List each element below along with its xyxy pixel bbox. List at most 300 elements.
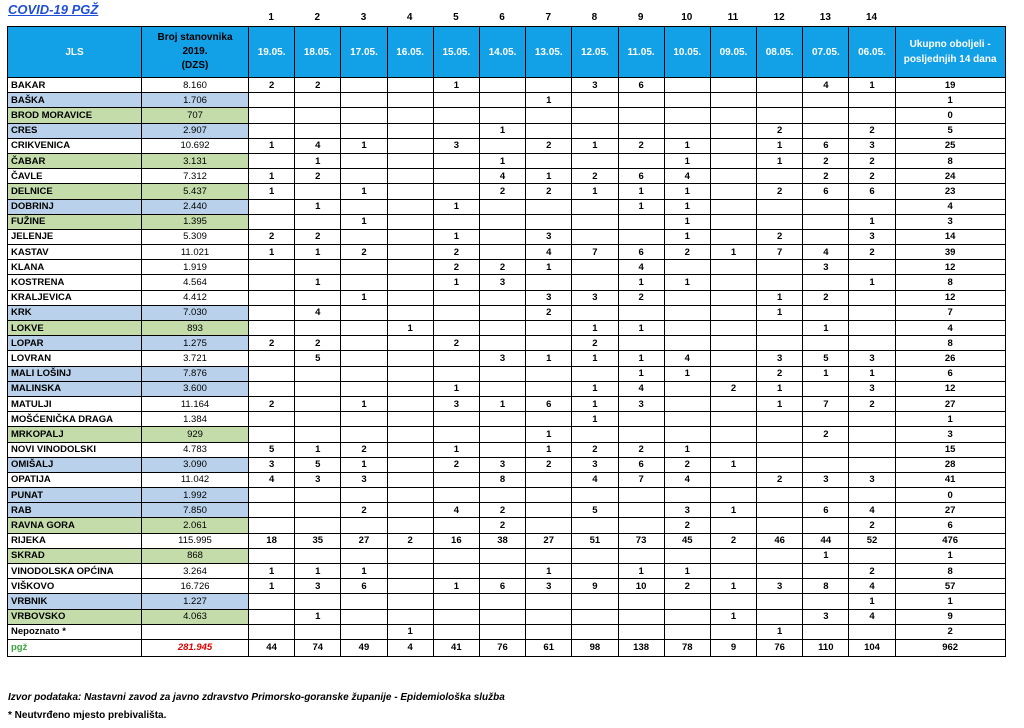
case-cell — [479, 624, 525, 639]
municipality-name: LOVRAN — [8, 351, 142, 366]
case-cell: 3 — [803, 609, 849, 624]
day-number: 14 — [865, 12, 878, 23]
case-cell — [295, 518, 341, 533]
case-cell: 1 — [664, 275, 710, 290]
population-cell: 1.395 — [142, 214, 249, 229]
case-cell — [664, 78, 710, 93]
total-cell: 5 — [895, 123, 1005, 138]
population-cell: 3.264 — [142, 564, 249, 579]
case-cell: 2 — [249, 229, 295, 244]
case-cell — [757, 169, 803, 184]
case-cell — [849, 199, 895, 214]
case-cell — [757, 503, 803, 518]
case-cell — [526, 594, 572, 609]
municipality-name: DOBRINJ — [8, 199, 142, 214]
population-cell: 2.061 — [142, 518, 249, 533]
case-cell — [710, 214, 756, 229]
case-cell: 1 — [664, 153, 710, 168]
header-date: 16.05. — [387, 27, 433, 78]
case-cell: 3 — [572, 78, 618, 93]
case-cell: 1 — [757, 290, 803, 305]
case-cell: 2 — [803, 427, 849, 442]
case-cell — [249, 594, 295, 609]
case-cell: 1 — [387, 321, 433, 336]
case-cell — [710, 153, 756, 168]
case-cell — [757, 457, 803, 472]
case-cell: 1 — [849, 78, 895, 93]
case-cell — [341, 412, 387, 427]
municipality-name: CRES — [8, 123, 142, 138]
case-cell — [295, 594, 341, 609]
case-cell — [526, 488, 572, 503]
case-cell — [249, 351, 295, 366]
case-cell — [710, 472, 756, 487]
case-cell — [849, 624, 895, 639]
municipality-name: CRIKVENICA — [8, 138, 142, 153]
case-cell: 3 — [479, 275, 525, 290]
population-cell: 868 — [142, 548, 249, 563]
total-cell: 41 — [895, 472, 1005, 487]
case-cell — [849, 260, 895, 275]
municipality-name: VINODOLSKA OPĆINA — [8, 564, 142, 579]
case-cell — [479, 78, 525, 93]
table-row — [8, 396, 1006, 411]
case-cell: 2 — [849, 396, 895, 411]
case-cell — [387, 381, 433, 396]
case-cell — [618, 518, 664, 533]
header-date: 11.05. — [618, 27, 664, 78]
case-cell — [479, 214, 525, 229]
case-cell — [572, 229, 618, 244]
case-cell: 1 — [433, 78, 479, 93]
case-cell: 6 — [618, 169, 664, 184]
case-cell — [341, 488, 387, 503]
case-cell: 1 — [572, 381, 618, 396]
case-cell — [710, 427, 756, 442]
case-cell: 2 — [757, 472, 803, 487]
case-cell — [664, 290, 710, 305]
header-date: 10.05. — [664, 27, 710, 78]
case-cell — [341, 260, 387, 275]
case-cell: 3 — [295, 472, 341, 487]
population-cell: 8.160 — [142, 78, 249, 93]
case-cell: 2 — [757, 366, 803, 381]
case-cell — [664, 412, 710, 427]
case-cell — [433, 123, 479, 138]
case-cell — [710, 78, 756, 93]
case-cell — [664, 609, 710, 624]
case-cell: 3 — [618, 396, 664, 411]
case-cell — [710, 229, 756, 244]
case-cell — [387, 488, 433, 503]
case-cell — [479, 305, 525, 320]
case-cell — [249, 381, 295, 396]
case-cell — [664, 427, 710, 442]
total-cell: 39 — [895, 245, 1005, 260]
total-cell: 26 — [895, 351, 1005, 366]
day-number: 4 — [406, 12, 413, 23]
case-cell — [249, 488, 295, 503]
case-cell — [849, 488, 895, 503]
case-cell: 1 — [433, 199, 479, 214]
case-cell — [526, 199, 572, 214]
sum-cell: 49 — [341, 639, 387, 656]
case-cell: 1 — [710, 609, 756, 624]
case-cell: 35 — [295, 533, 341, 548]
case-cell — [618, 503, 664, 518]
total-cell: 25 — [895, 138, 1005, 153]
source-note: Izvor podataka: Nastavni zavod za javno zdravstvo Primorsko-goranske županije - Epidemiološka služba — [8, 692, 505, 703]
case-cell: 1 — [341, 214, 387, 229]
case-cell — [433, 594, 479, 609]
table-row — [8, 594, 1006, 609]
case-cell — [664, 548, 710, 563]
case-cell: 4 — [479, 169, 525, 184]
case-cell: 1 — [249, 169, 295, 184]
case-cell: 1 — [249, 138, 295, 153]
case-cell: 1 — [803, 321, 849, 336]
case-cell — [572, 153, 618, 168]
case-cell — [295, 214, 341, 229]
case-cell — [341, 78, 387, 93]
case-cell — [757, 427, 803, 442]
case-cell — [803, 488, 849, 503]
municipality-name: RAVNA GORA — [8, 518, 142, 533]
case-cell — [295, 108, 341, 123]
day-number: 12 — [773, 12, 785, 23]
case-cell — [295, 396, 341, 411]
total-cell: 9 — [895, 609, 1005, 624]
case-cell — [618, 488, 664, 503]
case-cell — [341, 275, 387, 290]
case-cell — [710, 123, 756, 138]
total-cell: 57 — [895, 579, 1005, 594]
case-cell: 3 — [526, 229, 572, 244]
case-cell: 1 — [295, 442, 341, 457]
case-cell — [757, 336, 803, 351]
case-cell — [433, 108, 479, 123]
municipality-name: MALI LOŠINJ — [8, 366, 142, 381]
population-cell: 5.437 — [142, 184, 249, 199]
case-cell: 2 — [849, 564, 895, 579]
case-cell: 1 — [572, 138, 618, 153]
case-cell: 1 — [341, 564, 387, 579]
case-cell: 3 — [341, 472, 387, 487]
case-cell: 1 — [710, 457, 756, 472]
case-cell — [849, 457, 895, 472]
municipality-name: VRBNIK — [8, 594, 142, 609]
case-cell — [526, 214, 572, 229]
case-cell: 6 — [618, 245, 664, 260]
case-cell — [526, 503, 572, 518]
case-cell: 2 — [479, 503, 525, 518]
case-cell — [803, 594, 849, 609]
case-cell — [479, 290, 525, 305]
case-cell: 1 — [526, 169, 572, 184]
case-cell: 6 — [526, 396, 572, 411]
case-cell — [387, 169, 433, 184]
case-cell — [526, 412, 572, 427]
case-cell: 6 — [849, 184, 895, 199]
table-row — [8, 518, 1006, 533]
case-cell — [341, 366, 387, 381]
case-cell: 1 — [664, 214, 710, 229]
case-cell — [526, 275, 572, 290]
case-cell — [341, 381, 387, 396]
case-cell — [757, 260, 803, 275]
case-cell: 18 — [249, 533, 295, 548]
case-cell — [249, 108, 295, 123]
municipality-name: LOKVE — [8, 321, 142, 336]
case-cell — [479, 93, 525, 108]
case-cell — [618, 427, 664, 442]
case-cell: 1 — [295, 245, 341, 260]
case-cell — [757, 594, 803, 609]
case-cell — [572, 199, 618, 214]
case-cell — [479, 336, 525, 351]
case-cell — [387, 245, 433, 260]
case-cell: 1 — [341, 184, 387, 199]
table-row — [8, 366, 1006, 381]
table-row — [8, 199, 1006, 214]
case-cell — [295, 548, 341, 563]
day-number: 9 — [637, 12, 644, 23]
total-cell: 28 — [895, 457, 1005, 472]
population-cell: 7.312 — [142, 169, 249, 184]
case-cell: 3 — [849, 138, 895, 153]
case-cell: 27 — [526, 533, 572, 548]
total-cell: 12 — [895, 260, 1005, 275]
table-row — [8, 579, 1006, 594]
table-row — [8, 290, 1006, 305]
municipality-name: FUŽINE — [8, 214, 142, 229]
case-cell — [341, 594, 387, 609]
case-cell — [433, 321, 479, 336]
population-cell: 3.131 — [142, 153, 249, 168]
case-cell — [526, 518, 572, 533]
case-cell — [479, 199, 525, 214]
case-cell: 3 — [295, 579, 341, 594]
case-cell — [757, 108, 803, 123]
case-cell: 2 — [433, 336, 479, 351]
case-cell: 1 — [295, 153, 341, 168]
population-cell: 1.919 — [142, 260, 249, 275]
case-cell: 1 — [295, 609, 341, 624]
table-row — [8, 93, 1006, 108]
case-cell — [803, 564, 849, 579]
case-cell — [664, 321, 710, 336]
case-cell — [249, 93, 295, 108]
total-cell: 7 — [895, 305, 1005, 320]
case-cell: 2 — [803, 290, 849, 305]
case-cell: 46 — [757, 533, 803, 548]
case-cell — [618, 108, 664, 123]
case-cell — [710, 260, 756, 275]
case-cell — [479, 229, 525, 244]
case-cell — [341, 336, 387, 351]
population-cell: 4.783 — [142, 442, 249, 457]
municipality-name: RAB — [8, 503, 142, 518]
case-cell: 5 — [249, 442, 295, 457]
population-cell: 2.440 — [142, 199, 249, 214]
case-cell — [803, 381, 849, 396]
case-cell — [572, 564, 618, 579]
case-cell: 4 — [249, 472, 295, 487]
case-cell — [433, 518, 479, 533]
table-row — [8, 609, 1006, 624]
case-cell — [526, 321, 572, 336]
case-cell — [249, 214, 295, 229]
case-cell — [479, 594, 525, 609]
case-cell — [433, 93, 479, 108]
total-cell: 3 — [895, 214, 1005, 229]
table-row — [8, 153, 1006, 168]
day-number: 13 — [819, 12, 831, 23]
case-cell — [295, 624, 341, 639]
case-cell — [479, 366, 525, 381]
case-cell: 2 — [849, 245, 895, 260]
municipality-name: VIŠKOVO — [8, 579, 142, 594]
case-cell: 1 — [664, 138, 710, 153]
case-cell — [710, 138, 756, 153]
case-cell: 2 — [479, 260, 525, 275]
case-cell — [803, 229, 849, 244]
case-cell — [526, 153, 572, 168]
case-cell — [341, 351, 387, 366]
case-cell: 4 — [664, 169, 710, 184]
case-cell — [341, 427, 387, 442]
case-cell: 4 — [295, 305, 341, 320]
case-cell — [249, 609, 295, 624]
case-cell — [479, 412, 525, 427]
case-cell: 1 — [849, 275, 895, 290]
population-cell: 10.692 — [142, 138, 249, 153]
case-cell — [526, 123, 572, 138]
case-cell: 45 — [664, 533, 710, 548]
case-cell: 1 — [618, 564, 664, 579]
case-cell: 1 — [757, 138, 803, 153]
case-cell — [479, 548, 525, 563]
case-cell — [249, 427, 295, 442]
sum-row — [8, 639, 1006, 656]
case-cell: 3 — [526, 290, 572, 305]
case-cell — [387, 108, 433, 123]
total-cell: 0 — [895, 108, 1005, 123]
case-cell: 3 — [249, 457, 295, 472]
case-cell: 7 — [757, 245, 803, 260]
case-cell: 2 — [664, 457, 710, 472]
case-cell — [618, 336, 664, 351]
case-cell: 1 — [341, 396, 387, 411]
table-row — [8, 336, 1006, 351]
table-row — [8, 488, 1006, 503]
sum-cell: 110 — [803, 639, 849, 656]
case-cell: 2 — [618, 290, 664, 305]
case-cell — [433, 366, 479, 381]
table-row — [8, 472, 1006, 487]
case-cell — [341, 609, 387, 624]
municipality-name: ČABAR — [8, 153, 142, 168]
case-cell: 52 — [849, 533, 895, 548]
case-cell: 3 — [572, 290, 618, 305]
table-row — [8, 138, 1006, 153]
case-cell: 2 — [572, 442, 618, 457]
case-cell — [295, 381, 341, 396]
municipality-name: KLANA — [8, 260, 142, 275]
case-cell — [387, 78, 433, 93]
case-cell: 7 — [803, 396, 849, 411]
case-cell — [387, 594, 433, 609]
table-row — [8, 123, 1006, 138]
case-cell — [479, 564, 525, 579]
case-cell — [710, 305, 756, 320]
case-cell — [387, 442, 433, 457]
case-cell — [710, 442, 756, 457]
case-cell: 1 — [572, 351, 618, 366]
case-cell — [387, 199, 433, 214]
total-cell: 4 — [895, 321, 1005, 336]
case-cell: 4 — [849, 609, 895, 624]
total-cell: 8 — [895, 153, 1005, 168]
case-cell — [803, 275, 849, 290]
case-cell: 5 — [803, 351, 849, 366]
case-cell — [433, 488, 479, 503]
population-cell: 4.063 — [142, 609, 249, 624]
sum-cell: 98 — [572, 639, 618, 656]
case-cell: 2 — [572, 169, 618, 184]
population-cell: 11.164 — [142, 396, 249, 411]
population-cell: 3.090 — [142, 457, 249, 472]
total-cell: 24 — [895, 169, 1005, 184]
case-cell — [803, 518, 849, 533]
case-cell: 1 — [572, 412, 618, 427]
case-cell: 1 — [757, 381, 803, 396]
table-row — [8, 548, 1006, 563]
municipality-name: VRBOVSKO — [8, 609, 142, 624]
case-cell: 2 — [341, 245, 387, 260]
table-row — [8, 214, 1006, 229]
case-cell — [249, 366, 295, 381]
case-cell — [387, 305, 433, 320]
case-cell: 6 — [803, 138, 849, 153]
municipality-name: KOSTRENA — [8, 275, 142, 290]
case-cell — [572, 123, 618, 138]
case-cell — [572, 275, 618, 290]
municipality-name: LOPAR — [8, 336, 142, 351]
case-cell: 4 — [803, 245, 849, 260]
case-cell: 16 — [433, 533, 479, 548]
header-date: 15.05. — [433, 27, 479, 78]
population-cell: 3.721 — [142, 351, 249, 366]
table-row — [8, 260, 1006, 275]
case-cell: 2 — [664, 518, 710, 533]
total-cell: 27 — [895, 503, 1005, 518]
case-cell: 6 — [803, 184, 849, 199]
sum-cell: 76 — [479, 639, 525, 656]
case-cell — [295, 412, 341, 427]
case-cell: 2 — [757, 123, 803, 138]
population-cell: 1.992 — [142, 488, 249, 503]
case-cell — [803, 305, 849, 320]
population-cell: 4.564 — [142, 275, 249, 290]
case-cell — [664, 594, 710, 609]
case-cell — [479, 442, 525, 457]
case-cell — [295, 260, 341, 275]
header-total: Ukupno oboljeli - posljednjih 14 dana — [895, 27, 1005, 78]
table-row — [8, 108, 1006, 123]
case-cell — [710, 199, 756, 214]
case-cell: 2 — [849, 153, 895, 168]
